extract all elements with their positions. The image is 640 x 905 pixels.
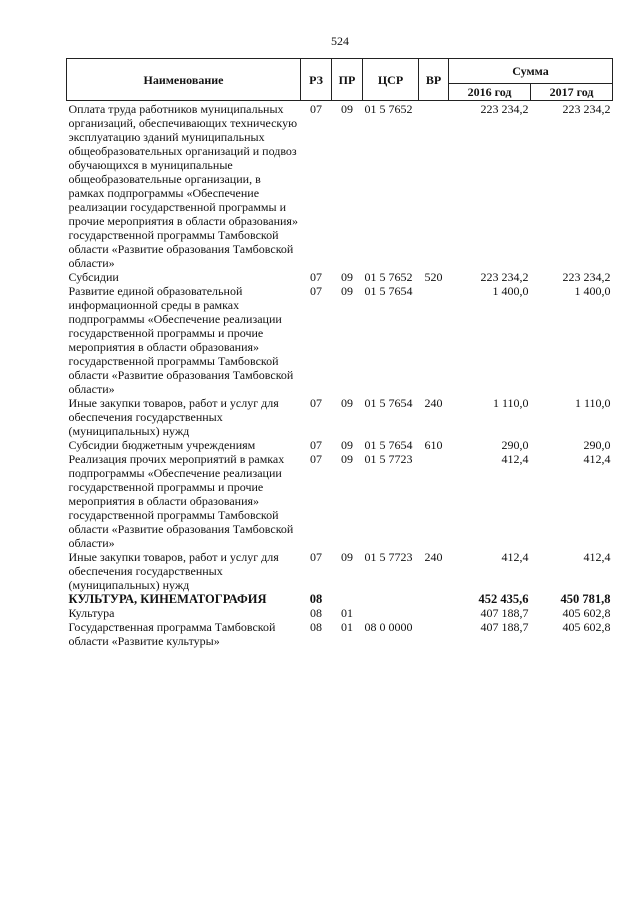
row-name: КУЛЬТУРА, КИНЕМАТОГРАФИЯ	[68, 592, 267, 606]
table-row	[67, 284, 613, 396]
row-sum-2016: 412,4	[501, 550, 529, 564]
row-sum-2016: 223 234,2	[480, 102, 529, 116]
table-body	[67, 101, 613, 649]
table-row	[67, 606, 613, 620]
row-vr	[419, 101, 449, 271]
row-rz: 07	[310, 396, 322, 410]
row-name: Субсидии	[68, 270, 119, 284]
row-csr	[363, 606, 419, 620]
table-row	[67, 550, 613, 592]
row-vr: 520	[424, 270, 443, 284]
row-rz: 07	[310, 452, 322, 466]
header-2017: 2017 год	[531, 84, 613, 101]
row-sum-2017: 412,4	[583, 452, 611, 466]
row-name: Субсидии бюджетным учреждениям	[68, 438, 256, 452]
row-pr: 09	[341, 550, 353, 564]
header-csr: ЦСР	[363, 59, 419, 101]
row-name: Оплата труда работников муниципальных организаций, обеспечивающих техническую эксплуатацию зданий муниципальных общеобразовательных организаций и подвоз обучающихся в муниципальные общеобразовательные организации, в рамках подпрограммы «Обеспечение реализации государственной программы и прочие мероприятия в области образования» государственной программы Тамбовской области «Развитие образования Тамбовской области»	[68, 102, 298, 270]
row-name: Государственная программа Тамбовской области «Развитие культуры»	[68, 620, 276, 648]
row-sum-2017: 1 400,0	[574, 284, 611, 298]
table-row	[67, 592, 613, 606]
row-vr	[419, 606, 449, 620]
row-sum-2017: 223 234,2	[562, 102, 611, 116]
row-sum-2016: 407 188,7	[480, 606, 529, 620]
row-sum-2016: 290,0	[501, 438, 529, 452]
row-sum-2017: 450 781,8	[560, 592, 611, 606]
row-rz: 08	[309, 592, 323, 606]
row-sum-2017: 290,0	[583, 438, 611, 452]
row-pr: 09	[341, 102, 353, 116]
row-csr: 01 5 7652	[364, 102, 413, 116]
row-name: Культура	[68, 606, 115, 620]
row-sum-2017: 405 602,8	[562, 620, 611, 634]
row-sum-2016: 1 110,0	[492, 396, 529, 410]
row-pr: 01	[341, 606, 353, 620]
header-name: Наименование	[67, 59, 301, 101]
row-csr: 01 5 7654	[364, 284, 413, 298]
row-csr: 01 5 7723	[364, 550, 413, 564]
row-rz: 08	[310, 620, 322, 634]
row-vr	[419, 452, 449, 550]
page-number: 524	[331, 34, 349, 48]
table-row	[67, 396, 613, 438]
budget-table	[66, 58, 613, 648]
row-sum-2017: 405 602,8	[562, 606, 611, 620]
row-rz: 07	[310, 102, 322, 116]
table-row	[67, 452, 613, 550]
row-csr: 01 5 7654	[364, 396, 413, 410]
row-rz: 07	[310, 284, 322, 298]
row-name: Развитие единой образовательной информационной среды в рамках подпрограммы «Обеспечение реализации государственной программы и прочие мероприятия в области образования» государственной программы Тамбовской области «Развитие образования Тамбовской области»	[68, 284, 294, 396]
row-rz: 08	[310, 606, 322, 620]
row-rz: 07	[310, 270, 322, 284]
table-row	[67, 438, 613, 452]
row-pr: 09	[341, 270, 353, 284]
row-sum-2017: 412,4	[583, 550, 611, 564]
row-sum-2016: 407 188,7	[480, 620, 529, 634]
table-row	[67, 101, 613, 271]
header-2016: 2016 год	[449, 84, 531, 101]
row-csr: 08 0 0000	[364, 620, 413, 634]
row-sum-2016: 1 400,0	[492, 284, 529, 298]
row-vr	[419, 284, 449, 396]
row-csr: 01 5 7652	[364, 270, 413, 284]
row-name: Реализация прочих мероприятий в рамках подпрограммы «Обеспечение реализации государственной программы и прочие мероприятия в области образования» государственной программы Тамбовской области «Развитие образования Тамбовской области»	[68, 452, 294, 550]
row-csr	[363, 592, 419, 606]
table-row	[67, 620, 613, 648]
header-pr: ПР	[332, 59, 363, 101]
header-sum: Сумма	[449, 59, 613, 84]
row-name: Иные закупки товаров, работ и услуг для обеспечения государственных (муниципальных) нужд	[68, 396, 279, 438]
row-rz: 07	[310, 550, 322, 564]
row-vr: 610	[424, 438, 443, 452]
row-csr: 01 5 7654	[364, 438, 413, 452]
header-vr: ВР	[419, 59, 449, 101]
row-name: Иные закупки товаров, работ и услуг для обеспечения государственных (муниципальных) нужд	[68, 550, 279, 592]
table-header	[67, 59, 613, 101]
row-sum-2016: 223 234,2	[480, 270, 529, 284]
row-pr	[332, 592, 363, 606]
header-rz: РЗ	[301, 59, 332, 101]
row-csr: 01 5 7723	[364, 452, 413, 466]
row-vr: 240	[424, 396, 443, 410]
table-row	[67, 270, 613, 284]
row-pr: 01	[341, 620, 353, 634]
row-pr: 09	[341, 438, 353, 452]
row-vr	[419, 620, 449, 648]
row-pr: 09	[341, 452, 353, 466]
row-vr: 240	[424, 550, 443, 564]
row-sum-2017: 223 234,2	[562, 270, 611, 284]
row-sum-2016: 412,4	[501, 452, 529, 466]
row-rz: 07	[310, 438, 322, 452]
row-pr: 09	[341, 396, 353, 410]
row-sum-2017: 1 110,0	[574, 396, 611, 410]
row-sum-2016: 452 435,6	[478, 592, 529, 606]
row-pr: 09	[341, 284, 353, 298]
row-vr	[419, 592, 449, 606]
